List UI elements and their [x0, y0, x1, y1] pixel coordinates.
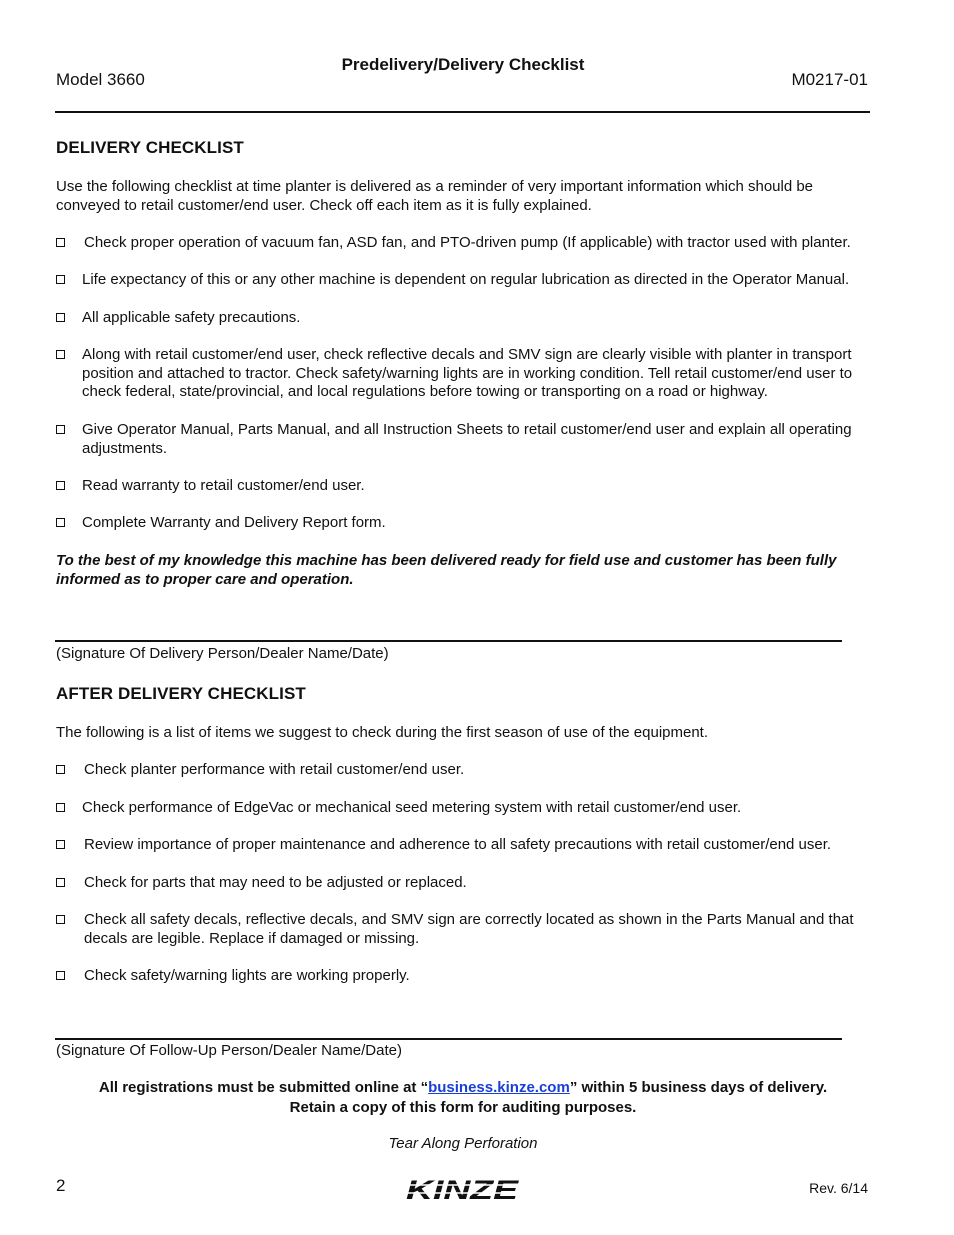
after-item-text: Check all safety decals, reflective decals, and SMV sign are correctly located as shown in the Parts Manual and that decals are legible. Replace if damaged or missing.: [84, 911, 854, 947]
logo-text: KINZE: [406, 1176, 520, 1204]
checkbox-icon[interactable]: [56, 840, 65, 849]
after-item-text: Review importance of proper maintenance and adherence to all safety precautions with retail customer/end user.: [84, 836, 832, 853]
after-delivery-heading: AFTER DELIVERY CHECKLIST: [56, 684, 306, 703]
after-item-text: Check performance of EdgeVac or mechanical seed metering system with retail customer/end user.: [82, 799, 742, 816]
checkbox-icon[interactable]: [56, 350, 65, 359]
delivery-checklist-heading: DELIVERY CHECKLIST: [56, 138, 244, 157]
registration-text-pre: All registrations must be submitted online at “: [98, 1079, 429, 1096]
after-item-text: Check for parts that may need to be adjusted or replaced.: [84, 874, 467, 891]
registration-notice: [0, 1078, 926, 1097]
delivery-item-text: Life expectancy of this or any other machine is dependent on regular lubrication as directed in the Operator Manual.: [82, 271, 850, 288]
delivery-signature-line[interactable]: [55, 640, 842, 642]
checkbox-icon[interactable]: [56, 425, 65, 434]
followup-signature-line[interactable]: [55, 1038, 842, 1040]
checkbox-icon[interactable]: [56, 803, 65, 812]
kinze-logo-icon: [404, 1176, 522, 1204]
checkbox-icon[interactable]: [56, 518, 65, 527]
checkbox-icon[interactable]: [56, 915, 65, 924]
page-title: Predelivery/Delivery Checklist: [341, 55, 585, 74]
delivery-statement: To the best of my knowledge this machine has been delivered ready for field use and customer has been fully informed as to proper care and operation.: [56, 552, 837, 588]
page-number: 2: [56, 1176, 66, 1195]
delivery-item-6: [56, 477, 871, 496]
after-item-text: Check planter performance with retail customer/end user.: [84, 761, 465, 778]
delivery-signature-label: (Signature Of Delivery Person/Dealer Name/Date): [56, 645, 389, 662]
checkbox-icon[interactable]: [56, 313, 65, 322]
after-item-2: [56, 799, 871, 818]
checkbox-icon[interactable]: [56, 275, 65, 284]
delivery-item-text: Check proper operation of vacuum fan, ASD fan, and PTO-driven pump (If applicable) with tractor used with planter.: [84, 234, 851, 251]
header-rule: [55, 111, 870, 113]
tear-along-perforation: Tear Along Perforation: [388, 1135, 538, 1152]
delivery-item-5: [56, 421, 871, 458]
checkbox-icon[interactable]: [56, 481, 65, 490]
after-item-text: Check safety/warning lights are working properly.: [84, 967, 410, 984]
delivery-item-4: [56, 346, 871, 402]
delivery-item-text: Along with retail customer/end user, check reflective decals and SMV sign are clearly visible with planter in transport position and attached to tractor. Check safety/warning lights are in working condition. Tell retail customer/end user to check federal, state/provincial, and local regulations before towing or transporting on a road or highway.: [82, 346, 853, 400]
delivery-intro: Use the following checklist at time planter is delivered as a reminder of very important information which should be conveyed to retail customer/end user. Check off each item as it is fully explained.: [56, 178, 814, 214]
retain-notice: Retain a copy of this form for auditing purposes.: [289, 1099, 637, 1116]
revision-label: Rev. 6/14: [809, 1180, 868, 1196]
document-number: M0217-01: [791, 70, 868, 89]
delivery-item-text: All applicable safety precautions.: [82, 309, 301, 326]
delivery-item-text: Read warranty to retail customer/end user.: [82, 477, 365, 494]
model-label: Model 3660: [56, 70, 145, 89]
after-item-6: [56, 967, 871, 986]
delivery-item-2: [56, 271, 871, 290]
checkbox-icon[interactable]: [56, 878, 65, 887]
checkbox-icon[interactable]: [56, 238, 65, 247]
registration-text-post: ” within 5 business days of delivery.: [569, 1079, 828, 1096]
after-item-1: [56, 761, 871, 780]
delivery-item-1: [56, 234, 871, 253]
after-item-3: [56, 836, 871, 855]
after-item-4: [56, 874, 871, 893]
after-item-5: [56, 911, 871, 948]
delivery-item-text: Give Operator Manual, Parts Manual, and all Instruction Sheets to retail customer/end user and explain all operating adjustments.: [82, 421, 852, 457]
delivery-item-text: Complete Warranty and Delivery Report form.: [82, 514, 386, 531]
delivery-item-7: [56, 514, 871, 533]
checkbox-icon[interactable]: [56, 765, 65, 774]
delivery-item-3: [56, 309, 871, 328]
after-delivery-intro: The following is a list of items we suggest to check during the first season of use of the equipment.: [56, 724, 709, 741]
checkbox-icon[interactable]: [56, 971, 65, 980]
followup-signature-label: (Signature Of Follow-Up Person/Dealer Name/Date): [56, 1042, 402, 1059]
registration-link[interactable]: business.kinze.com: [428, 1079, 570, 1096]
